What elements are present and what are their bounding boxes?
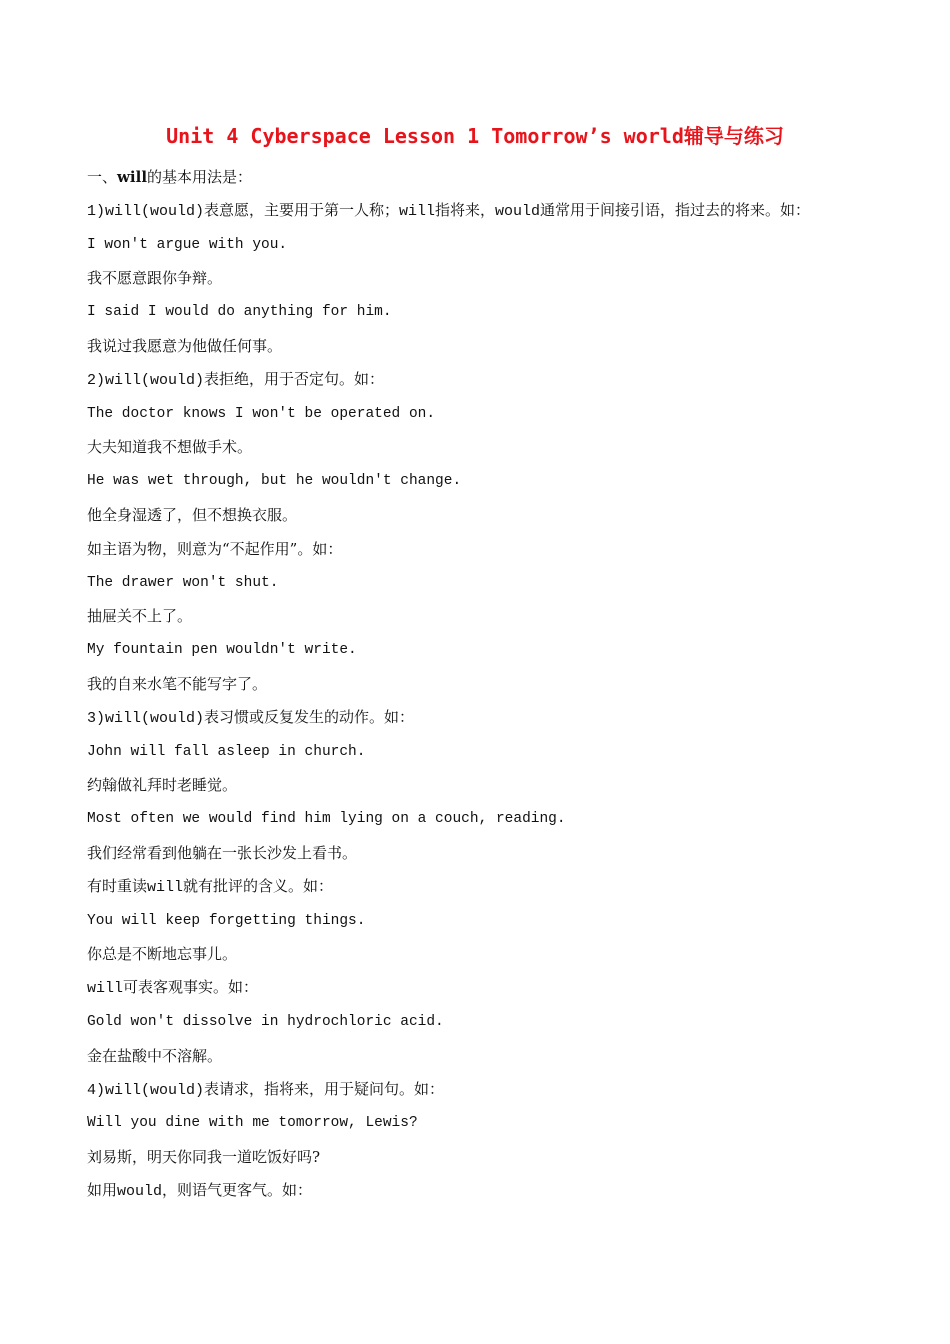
example-sentence: Will you dine with me tomorrow, Lewis?	[87, 1115, 418, 1132]
example-sentence: I said I would do anything for him.	[87, 304, 392, 321]
heading-prefix: 一、	[87, 168, 118, 186]
translation-line: 抽屉关不上了。	[87, 607, 193, 626]
translation-line: 你总是不断地忘事儿。	[87, 945, 238, 964]
rule-line: 4)will(would)表请求，指将来，用于疑问句。如：	[87, 1081, 445, 1099]
translation-line: 他全身湿透了，但不想换衣服。	[87, 505, 298, 524]
rule-note: 有时重读will就有批评的含义。如：	[87, 878, 334, 896]
example-sentence: Most often we would find him lying on a couch, reading.	[87, 811, 566, 828]
rule-note: will可表客观事实。如：	[87, 980, 259, 998]
translation-line: 约翰做礼拜时老睡觉。	[87, 776, 238, 795]
example-sentence: Gold won't dissolve in hydrochloric acid.	[87, 1013, 444, 1030]
translation-line: 大夫知道我不想做手术。	[87, 438, 253, 457]
heading-keyword: will	[117, 168, 148, 186]
example-sentence: I won't argue with you.	[87, 236, 288, 253]
translation-line: 刘易斯，明天你同我一道吃饭好吗?	[87, 1148, 321, 1167]
example-sentence: The drawer won't shut.	[87, 574, 279, 591]
rule-note: 如主语为物，则意为“不起作用”。如：	[87, 539, 343, 558]
rule-line: 1)will(would)表意愿，主要用于第一人称；will指将来，would通常用于间接引语，指过去的将来。如：	[87, 202, 811, 220]
rule-note: 如用would，则语气更客气。如：	[87, 1182, 313, 1200]
translation-line: 我们经常看到他躺在一张长沙发上看书。	[87, 843, 358, 862]
rule-line: 3)will(would)表习惯或反复发生的动作。如：	[87, 709, 415, 727]
example-sentence: John will fall asleep in church.	[87, 743, 366, 760]
translation-line: 我说过我愿意为他做任何事。	[87, 336, 283, 355]
example-sentence: You will keep forgetting things.	[87, 912, 366, 929]
heading-suffix: 的基本用法是：	[147, 168, 253, 186]
example-sentence: The doctor knows I won't be operated on.	[87, 405, 436, 422]
example-sentence: He was wet through, but he wouldn't change.	[87, 473, 462, 490]
example-sentence: My fountain pen wouldn't write.	[87, 642, 357, 659]
translation-line: 我不愿意跟你争辩。	[87, 269, 223, 288]
translation-line: 金在盐酸中不溶解。	[87, 1046, 223, 1065]
translation-line: 我的自来水笔不能写字了。	[87, 674, 268, 693]
rule-line: 2)will(would)表拒绝，用于否定句。如：	[87, 371, 385, 389]
document-body	[87, 161, 887, 1209]
document-title: Unit 4 Cyberspace Lesson 1 Tomorrow’s world辅导与练习	[166, 124, 784, 148]
section-heading	[87, 161, 887, 195]
